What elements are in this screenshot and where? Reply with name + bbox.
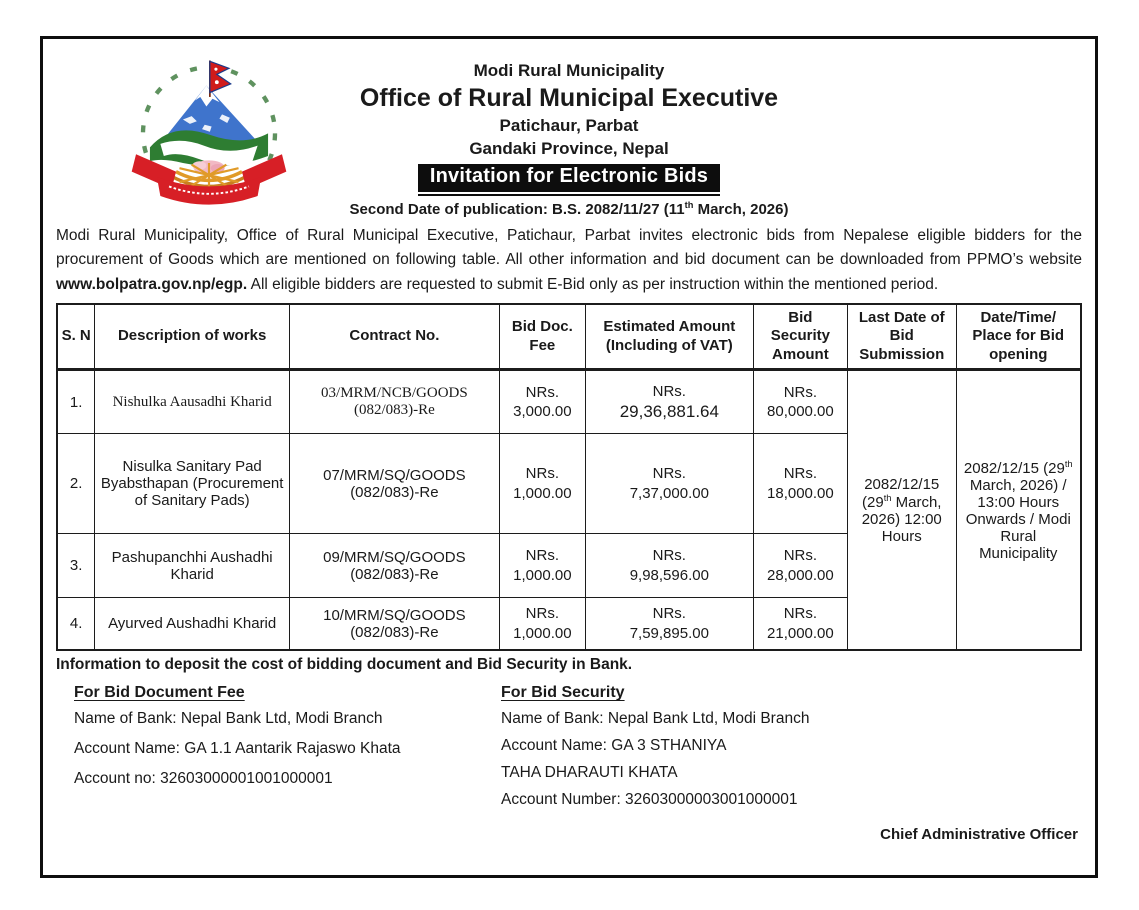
estimated-amount: 29,36,881.64 xyxy=(619,402,719,422)
row-bid-security xyxy=(753,598,847,650)
currency-label: NRs. xyxy=(525,547,560,565)
table-row xyxy=(57,370,1081,434)
bank-info-heading: Information to deposit the cost of bidding document and Bid Security in Bank. xyxy=(56,655,633,673)
col-header-contract: Contract No. xyxy=(289,304,499,370)
account-number-line: Account Number: 32603000003001000001 xyxy=(501,790,798,808)
ppmo-website-url: www.bolpatra.gov.np/egp. xyxy=(56,275,248,293)
document-page xyxy=(40,36,1098,878)
row-bid-security xyxy=(753,434,847,534)
bank-name-line: Name of Bank: Nepal Bank Ltd, Modi Branch xyxy=(74,709,383,727)
publication-date-line: Second Date of publication: B.S. 2082/11/27 (11th March, 2026) xyxy=(349,200,789,218)
currency-label: NRs. xyxy=(652,382,686,400)
row-estimated-amount xyxy=(585,534,753,598)
currency-label: NRs. xyxy=(652,605,686,623)
row-estimated-amount xyxy=(585,434,753,534)
estimated-amount: 7,37,000.00 xyxy=(629,484,709,502)
security-amount: 21,000.00 xyxy=(767,624,834,642)
opening-date-cell: 2082/12/15 (29th March, 2026) / 13:00 Hours Onwards / Modi Rural Municipality xyxy=(956,370,1081,650)
bank-name-line: Name of Bank: Nepal Bank Ltd, Modi Branch xyxy=(501,709,810,727)
row-contract: 03/MRM/NCB/GOODS (082/083)-Re xyxy=(289,370,499,434)
estimated-amount: 7,59,895.00 xyxy=(629,624,709,642)
nepal-flag-icon xyxy=(210,60,231,96)
row-bid-doc-fee xyxy=(499,534,585,598)
col-header-submission: Last Date of Bid Submission xyxy=(847,304,956,370)
fee-amount: 1,000.00 xyxy=(513,566,572,584)
account-name-line: Account Name: GA 3 STHANIYA xyxy=(501,736,727,754)
submission-date-cell: 2082/12/15 (29th March, 2026) 12:00 Hours xyxy=(847,370,956,650)
currency-label: NRs. xyxy=(783,465,818,483)
office-location: Patichaur, Parbat xyxy=(499,116,639,135)
table-header-row xyxy=(57,304,1081,370)
col-header-estimated: Estimated Amount (Including of VAT) xyxy=(585,304,753,370)
row-contract: 10/MRM/SQ/GOODS (082/083)-Re xyxy=(289,598,499,650)
intro-text-2: All eligible bidders are requested to submit E-Bid only as per instruction within the mentioned period. xyxy=(247,275,939,293)
row-bid-doc-fee xyxy=(499,434,585,534)
row-description: Pashupanchhi Aushadhi Kharid xyxy=(95,534,290,598)
office-name: Office of Rural Municipal Executive xyxy=(359,84,779,112)
col-header-description: Description of works xyxy=(95,304,290,370)
basket-graphic xyxy=(173,163,246,187)
fee-amount: 1,000.00 xyxy=(513,624,572,642)
row-bid-security xyxy=(753,370,847,434)
fee-amount: 3,000.00 xyxy=(513,403,572,421)
nepal-emblem-logo xyxy=(118,57,300,209)
row-description: Nishulka Aausadhi Kharid xyxy=(95,370,290,434)
currency-label: NRs. xyxy=(525,605,560,623)
row-sn: 1. xyxy=(57,370,95,434)
account-name-line: Account Name: GA 1.1 Aantarik Rajaswo Khata xyxy=(74,739,401,757)
province-line: Gandaki Province, Nepal xyxy=(469,139,669,158)
row-estimated-amount xyxy=(585,598,753,650)
row-sn: 2. xyxy=(57,434,95,534)
row-bid-doc-fee xyxy=(499,370,585,434)
fee-amount: 1,000.00 xyxy=(513,484,572,502)
bid-document-fee-section xyxy=(56,684,501,818)
security-amount: 80,000.00 xyxy=(767,403,834,421)
bid-security-section xyxy=(501,684,1082,818)
row-estimated-amount xyxy=(585,370,753,434)
bids-table xyxy=(56,303,1082,651)
row-contract: 09/MRM/SQ/GOODS (082/083)-Re xyxy=(289,534,499,598)
row-bid-security xyxy=(753,534,847,598)
currency-label: NRs. xyxy=(652,465,686,483)
row-sn: 3. xyxy=(57,534,95,598)
col-header-opening: Date/Time/ Place for Bid opening xyxy=(956,304,1081,370)
currency-label: NRs. xyxy=(783,383,818,401)
account-name-line-2: TAHA DHARAUTI KHATA xyxy=(501,763,678,781)
estimated-amount: 9,98,596.00 xyxy=(629,566,709,584)
security-amount: 28,000.00 xyxy=(767,566,834,584)
row-bid-doc-fee xyxy=(499,598,585,650)
row-sn: 4. xyxy=(57,598,95,650)
row-contract: 07/MRM/SQ/GOODS (082/083)-Re xyxy=(289,434,499,534)
col-header-security: Bid Security Amount xyxy=(753,304,847,370)
signatory-title: Chief Administrative Officer xyxy=(880,825,1078,843)
bank-info-columns xyxy=(56,684,1082,818)
row-description: Ayurved Aushadhi Kharid xyxy=(95,598,290,650)
currency-label: NRs. xyxy=(652,547,686,565)
document-header xyxy=(56,49,1082,218)
intro-text-1: Modi Rural Municipality, Office of Rural Municipal Executive, Patichaur, Parbat invites electronic bids from Nepalese eligible bidders for the procurement of Goods which are mentioned on following table. All other information and bid document can be downloaded from PPMO’s website xyxy=(56,227,1082,269)
currency-label: NRs. xyxy=(525,383,560,401)
account-number-line: Account no: 32603000001001000001 xyxy=(74,769,333,787)
bid-document-fee-title: For Bid Document Fee xyxy=(74,683,245,701)
currency-label: NRs. xyxy=(525,465,560,483)
col-header-fee: Bid Doc. Fee xyxy=(499,304,585,370)
bid-security-title: For Bid Security xyxy=(501,683,625,701)
security-amount: 18,000.00 xyxy=(767,484,834,502)
notice-title: Invitation for Electronic Bids xyxy=(418,164,720,192)
row-description: Nisulka Sanitary Pad Byabsthapan (Procurement of Sanitary Pads) xyxy=(95,434,290,534)
col-header-sn: S. N xyxy=(57,304,95,370)
currency-label: NRs. xyxy=(783,605,818,623)
currency-label: NRs. xyxy=(783,547,818,565)
municipality-name: Modi Rural Municipality xyxy=(473,61,665,80)
invitation-paragraph xyxy=(56,224,1082,297)
notice-title-underline xyxy=(418,164,720,196)
